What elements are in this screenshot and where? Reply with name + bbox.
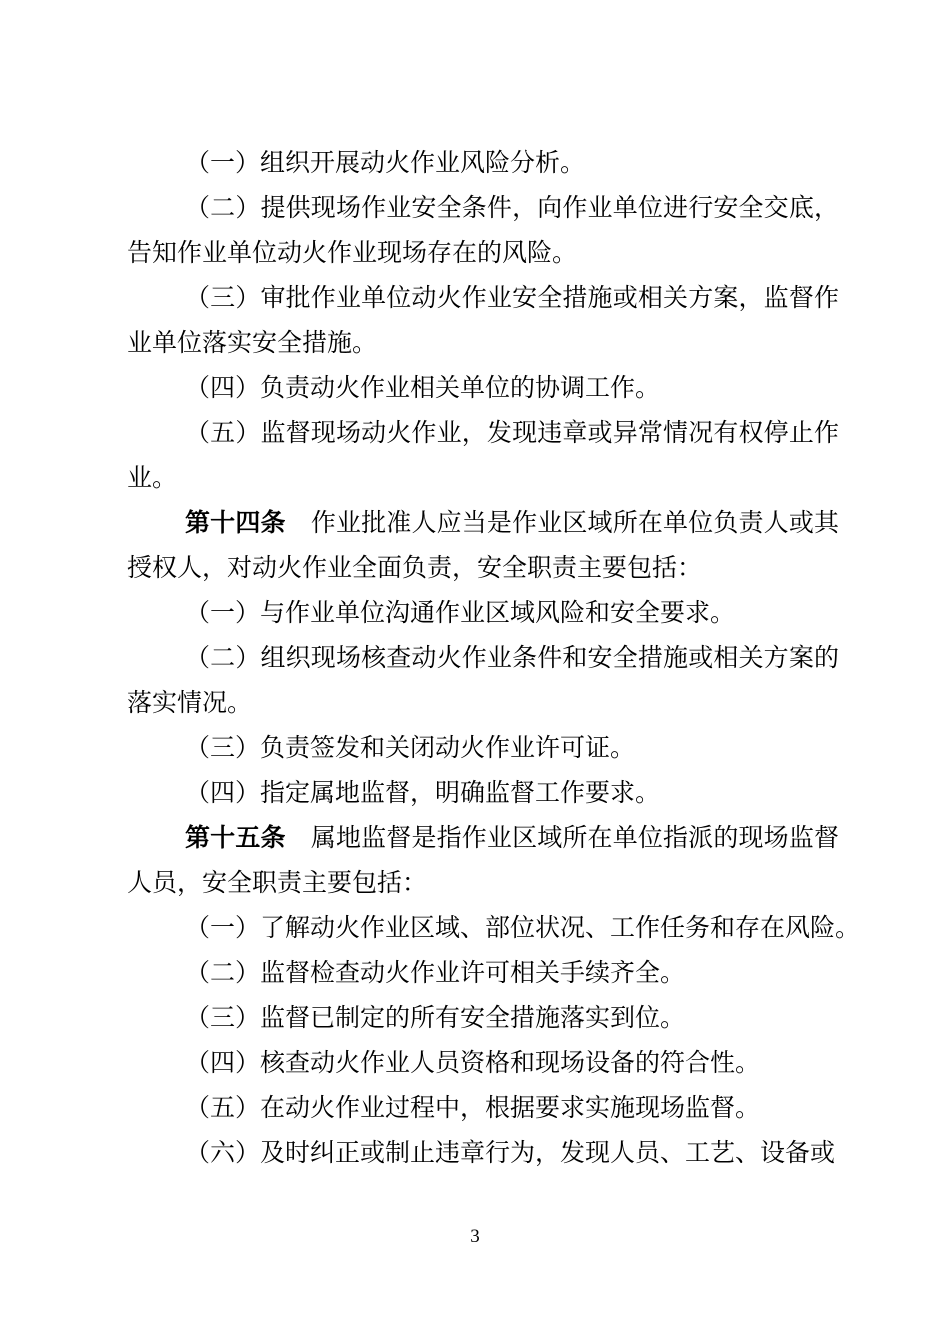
- paragraph: （三）负责签发和关闭动火作业许可证。: [185, 733, 636, 762]
- paragraph: （四）核查动火作业人员资格和现场设备的符合性。: [185, 1048, 761, 1077]
- article-number: 第十四条: [185, 508, 286, 537]
- paragraph: （四）指定属地监督，明确监督工作要求。: [185, 778, 661, 807]
- paragraph: （三）审批作业单位动火作业安全措施或相关方案，监督作业单位落实安全措施。: [127, 283, 839, 357]
- article-paragraph: 第十五条 属地监督是指作业区域所在单位指派的现场监督人员，安全职责主要包括：: [127, 823, 839, 897]
- paragraph: （二）组织现场核查动火作业条件和安全措施或相关方案的落实情况。: [127, 643, 839, 717]
- paragraph: （一）组织开展动火作业风险分析。: [185, 148, 586, 177]
- paragraph: （一）了解动火作业区域、部位状况、工作任务和存在风险。: [185, 913, 861, 942]
- paragraph: （二）监督检查动火作业许可相关手续齐全。: [185, 958, 686, 987]
- paragraph: （四）负责动火作业相关单位的协调工作。: [185, 373, 661, 402]
- paragraph: （二）提供现场作业安全条件，向作业单位进行安全交底，告知作业单位动火作业现场存在的风险。: [127, 193, 839, 267]
- body-text: [127, 140, 861, 1175]
- article-paragraph: 第十四条 作业批准人应当是作业区域所在单位负责人或其授权人，对动火作业全面负责，安全职责主要包括：: [127, 508, 839, 582]
- page-number: 3: [470, 1226, 480, 1247]
- paragraph: （六）及时纠正或制止违章行为，发现人员、工艺、设备或: [185, 1138, 836, 1167]
- paragraph: （五）监督现场动火作业，发现违章或异常情况有权停止作业。: [127, 418, 839, 492]
- paragraph: （一）与作业单位沟通作业区域风险和安全要求。: [185, 598, 736, 627]
- article-number: 第十五条: [185, 823, 286, 852]
- paragraph: （五）在动火作业过程中，根据要求实施现场监督。: [185, 1093, 761, 1122]
- paragraph: （三）监督已制定的所有安全措施落实到位。: [185, 1003, 686, 1032]
